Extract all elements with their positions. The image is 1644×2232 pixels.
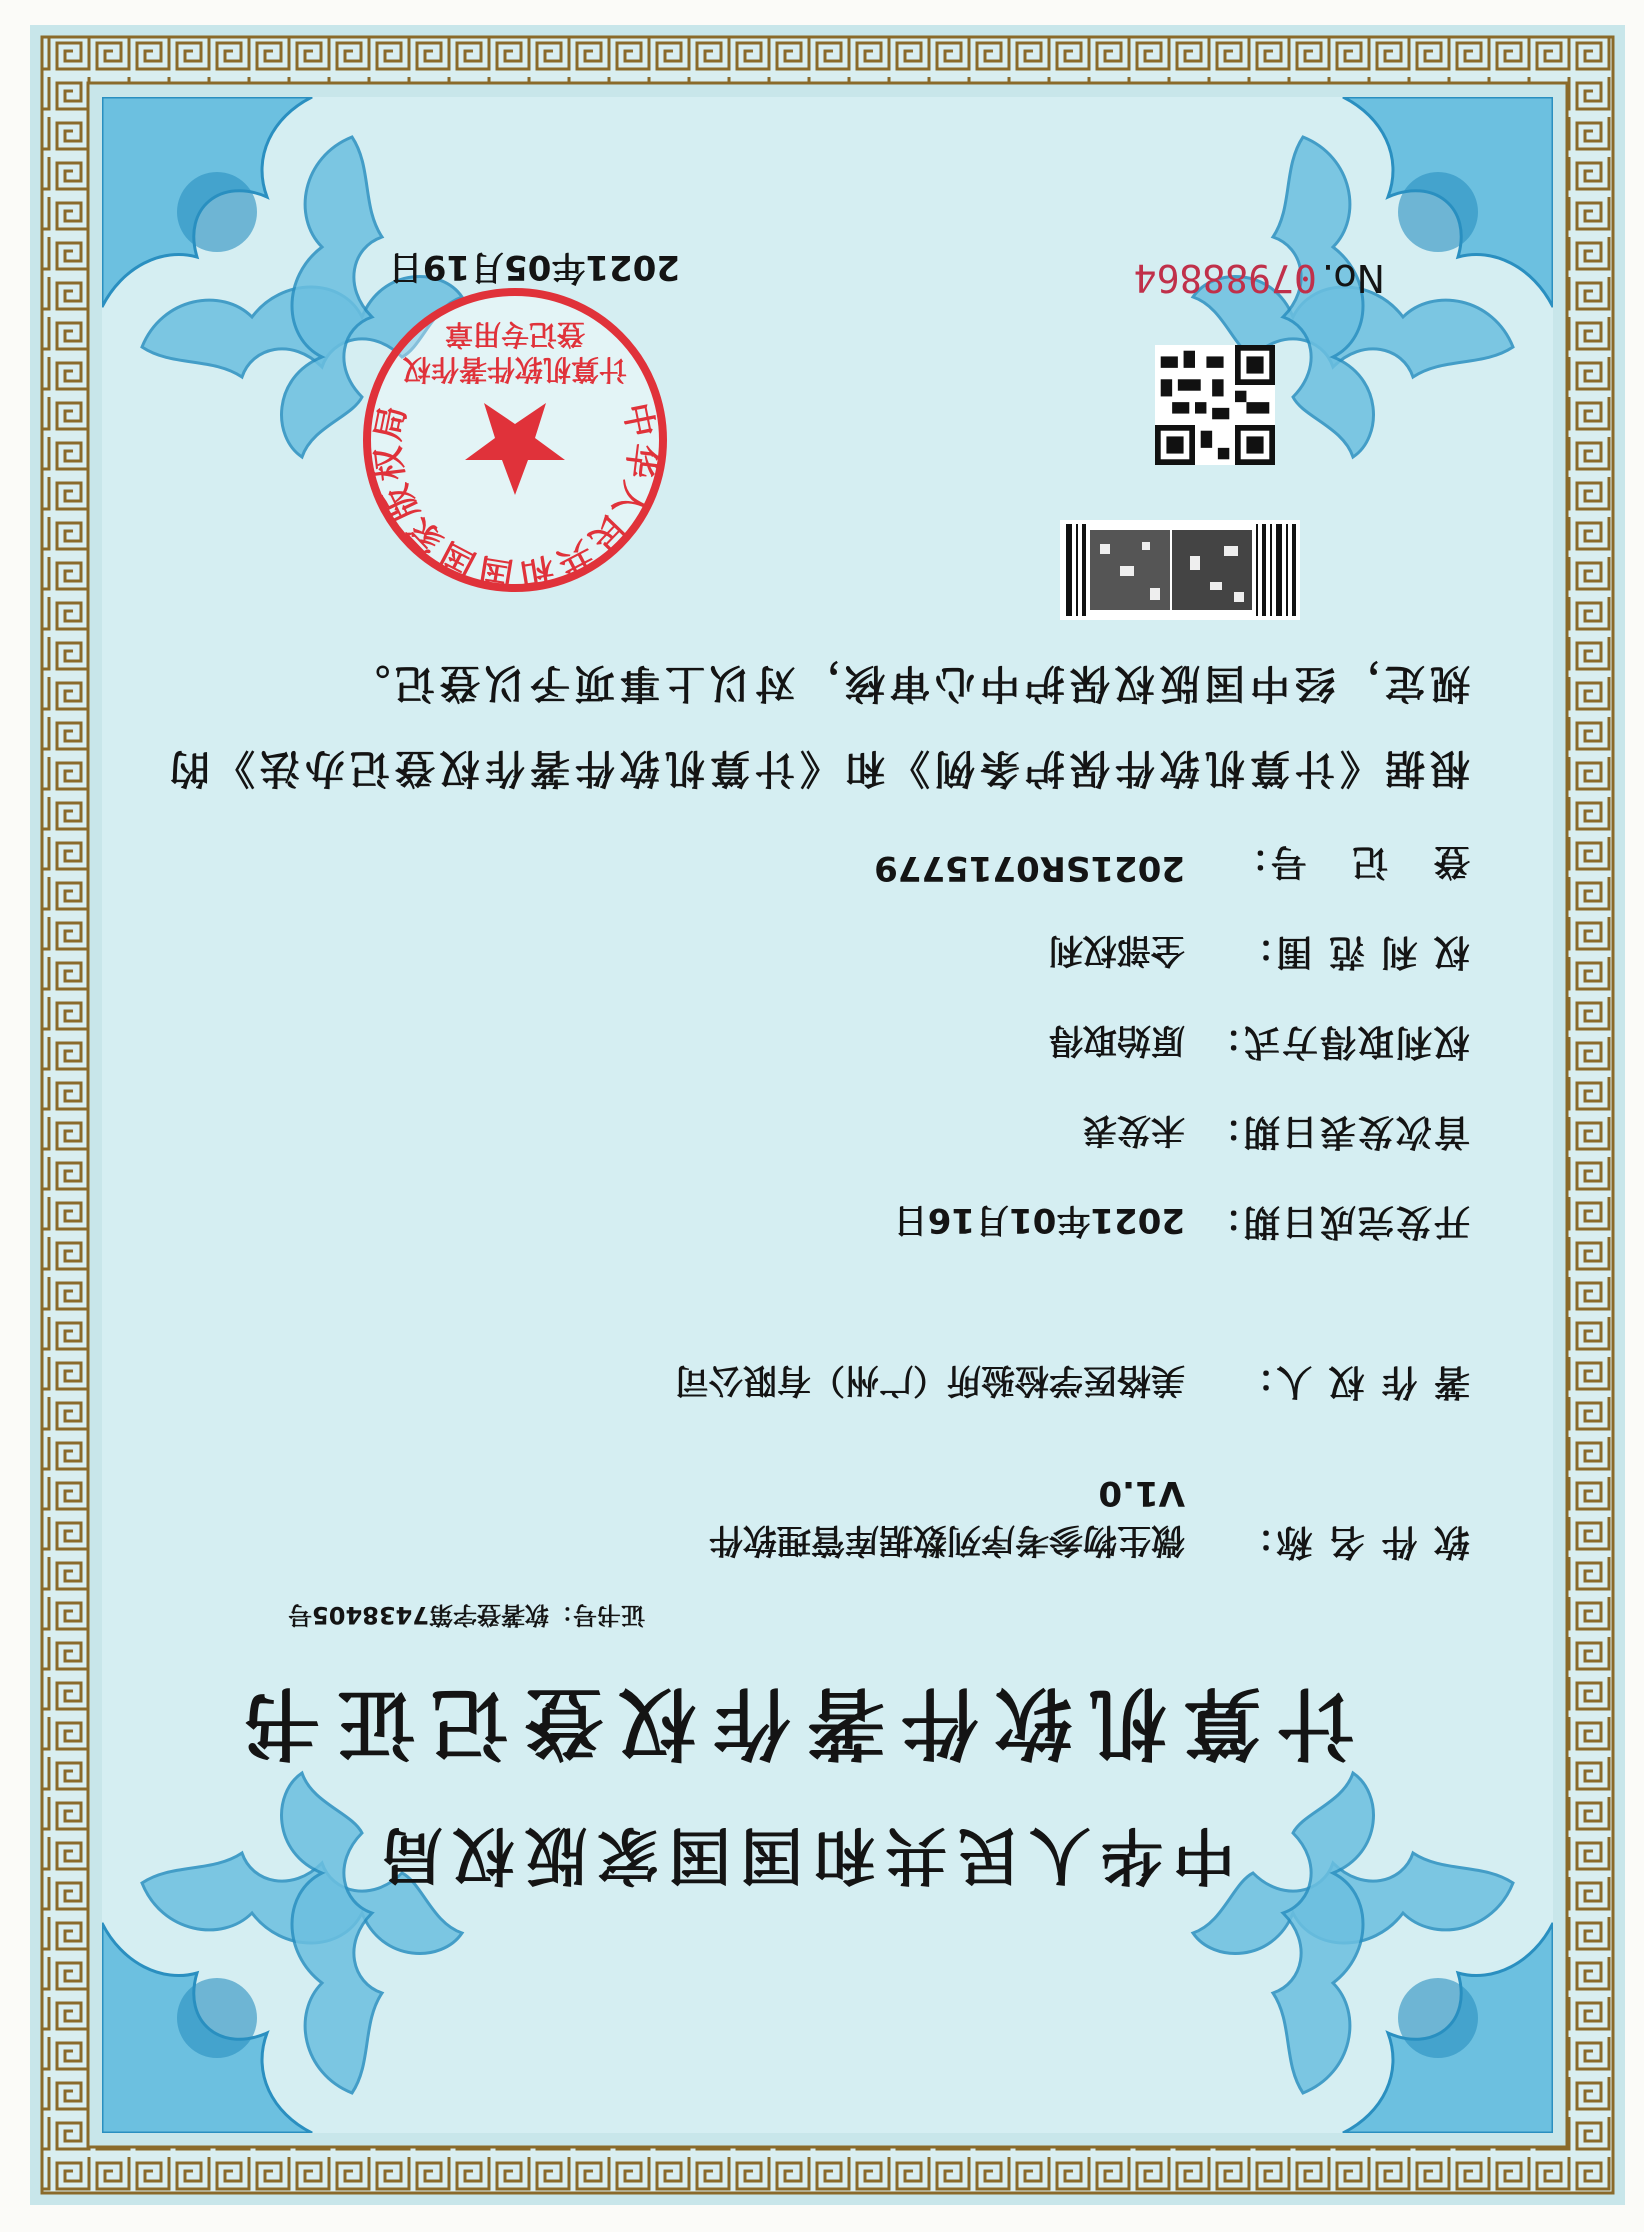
field-value-acquisition: 原始取得 [1049,1020,1185,1060]
certificate [30,25,1625,2205]
field-label-acquisition: 权利取得方式： [1203,1021,1470,1062]
serial-number-row [1134,256,1385,300]
field-label-copyright-owner: 著 作 权 人： [1236,1361,1470,1402]
certificate-title: 计算机软件著作权登记证书 [226,1677,1355,1768]
issuer-heading: 中华人民共和国国家版权局 [370,1819,1235,1892]
cert-number-label: 证书号： [549,1601,645,1629]
qr-code-icon [1155,345,1275,465]
serial-number: 07988864 [1133,256,1317,300]
field-label-software-name: 软 件 名 称： [1236,1521,1470,1562]
legal-paragraph-line1: 根据《计算机软件保护条例》和《计算机软件著作权登记办法》的 [165,745,1470,791]
legal-paragraph-line2: 规定，经中国版权保护中心审核，对以上事项予以登记。 [345,660,1470,706]
field-value-publish-date: 未发表 [1083,1110,1185,1150]
seal-inner-text-1: 计算机软件著作权 [402,353,628,386]
red-seal-icon [355,280,675,600]
field-value-copyright-owner: 美格医学检验所（广州）有限公司 [675,1360,1185,1400]
field-label-publish-date: 首次发表日期： [1203,1111,1470,1152]
field-value-completion-date: 2021年01月16日 [893,1200,1185,1240]
field-value-software-name: 微生物参考序列数据库管理软件 [709,1520,1185,1560]
corner-ornament-icon [102,1753,482,2133]
field-value-scope: 全部权利 [1049,930,1185,970]
cert-number-row [288,1600,645,1635]
issue-date: 2021年05月19日 [388,247,680,287]
seal-outer-text: 中华人民共和国国家版权局 [367,399,663,594]
cert-number-value: 软著登字第7438405号 [288,1601,549,1629]
certificate-rotated-view [30,25,1625,2205]
serial-prefix: No. [1321,256,1385,300]
field-label-registration-no: 登 记 号： [1230,841,1470,882]
field-label-completion-date: 开发完成日期： [1203,1201,1470,1242]
field-value-registration-no: 2021SR0715779 [874,848,1185,888]
corner-ornament-icon [1173,1753,1553,2133]
field-label-scope: 权 利 范 围： [1236,931,1470,972]
barcode-icon [1060,520,1300,620]
seal-inner-text-2: 登记专用章 [444,318,586,351]
field-value-software-version: V1.0 [1098,1473,1185,1513]
